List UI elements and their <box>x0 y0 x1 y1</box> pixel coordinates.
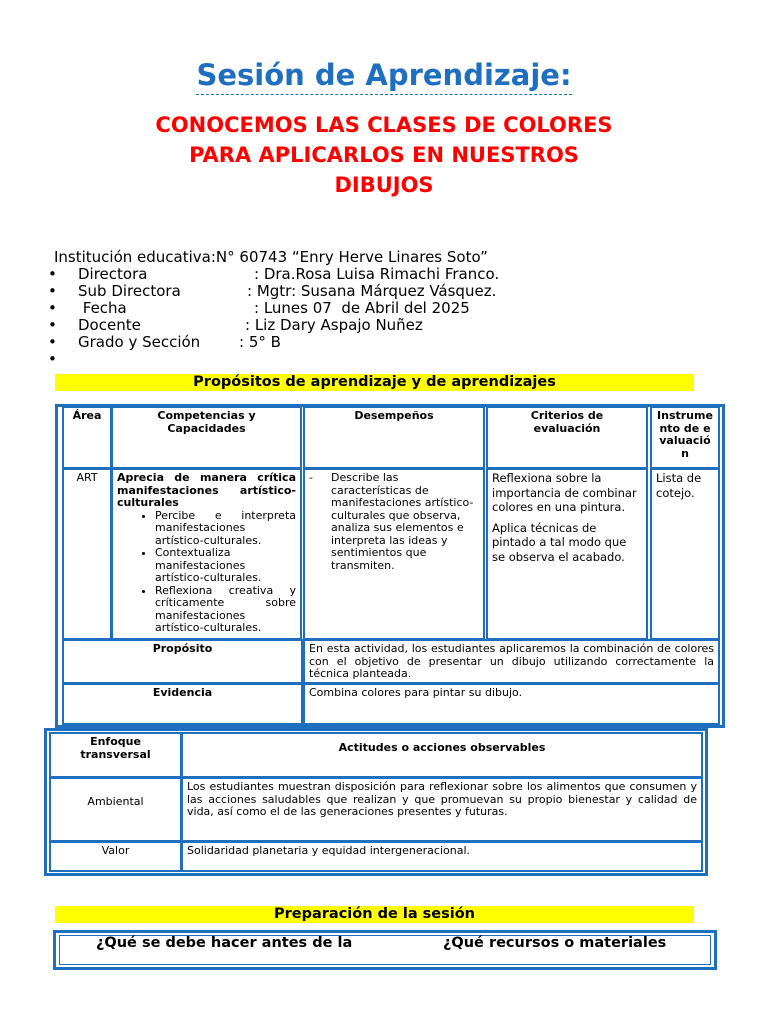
session-title: Sesión de Aprendizaje: <box>0 58 768 92</box>
competence-cell <box>111 468 302 640</box>
capacity-item: • Percibe e interpreta manifestaciones artístico-culturales. <box>155 510 296 548</box>
enfoque-ambiental-text: Los estudiantes muestran disposición para reflexionar sobre los alimentos que consumen y las acciones saludables que realizan y que promuevan su propio bienestar y calidad de vida, así como el de las generaciones presentes y futuras. <box>181 777 703 842</box>
criterion: Reflexiona sobre la importancia de combinar colores en una pintura. <box>492 471 637 514</box>
bullet: • <box>48 350 57 368</box>
preparation-question-resources: ¿Qué recursos o materiales <box>443 935 667 951</box>
competence-name: Aprecia de manera crítica manifestaciones artístico-culturales <box>117 471 296 509</box>
purposes-header: Propósitos de aprendizaje y de aprendizajes <box>55 374 694 391</box>
area-cell: ART <box>62 468 112 640</box>
performance-cell <box>303 468 485 640</box>
col-criterios: Criterios de evaluación <box>486 406 648 469</box>
col-instrumento: Instrumento de evaluación <box>650 406 720 469</box>
enfoque-valor-text: Solidaridad planetaria y equidad intergeneracional. <box>181 841 703 872</box>
capacity-item: • Reflexiona creativa y críticamente sobre manifestaciones artístico-culturales. <box>155 585 296 635</box>
evidence-label: Evidencia <box>62 683 303 725</box>
actitudes-col-label: Actitudes o acciones observables <box>181 732 703 778</box>
bullet: • <box>48 316 57 334</box>
enfoque-col-label: Enfoque transversal <box>49 732 182 778</box>
bullet: • <box>48 299 57 317</box>
capacity-item: • Contextualiza manifestaciones artístico-culturales. <box>155 547 296 585</box>
bullet: • <box>48 265 57 283</box>
col-desempenos: Desempeños <box>303 406 485 469</box>
preparation-header: Preparación de la sesión <box>55 906 694 923</box>
purpose-label: Propósito <box>62 639 303 684</box>
performance-dash: - <box>309 471 313 484</box>
purpose-text: En esta actividad, los estudiantes aplicaremos la combinación de colores con el objetivo de presentar un dibujo utilizando correctamente la técnica planteada. <box>303 639 720 684</box>
col-area: Área <box>62 406 112 469</box>
evidence-text: Combina colores para pintar su dibujo. <box>303 683 720 725</box>
instrument-cell: Lista de cotejo. <box>650 468 720 640</box>
performance-text: Describe las características de manifestaciones artístico-culturales que observa, analiza sus elementos e interpreta las ideas y sentimientos que transmiten. <box>331 471 474 572</box>
col-competencias: Competencias y Capacidades <box>111 406 302 469</box>
criterion: Aplica técnicas de pintado a tal modo que se observa el acabado. <box>492 520 627 564</box>
preparation-question-before: ¿Qué se debe hacer antes de la <box>96 935 353 951</box>
bullet: • <box>48 282 57 300</box>
enfoque-ambiental-label: Ambiental <box>49 777 182 842</box>
bullet: • <box>48 333 57 351</box>
enfoque-valor-label: Valor <box>49 841 182 872</box>
capacities-list <box>117 510 296 635</box>
criteria-cell <box>486 468 648 640</box>
session-subtitle: CONOCEMOS LAS CLASES DE COLORES PARA APLICARLOS EN NUESTROS DIBUJOS <box>155 113 613 197</box>
